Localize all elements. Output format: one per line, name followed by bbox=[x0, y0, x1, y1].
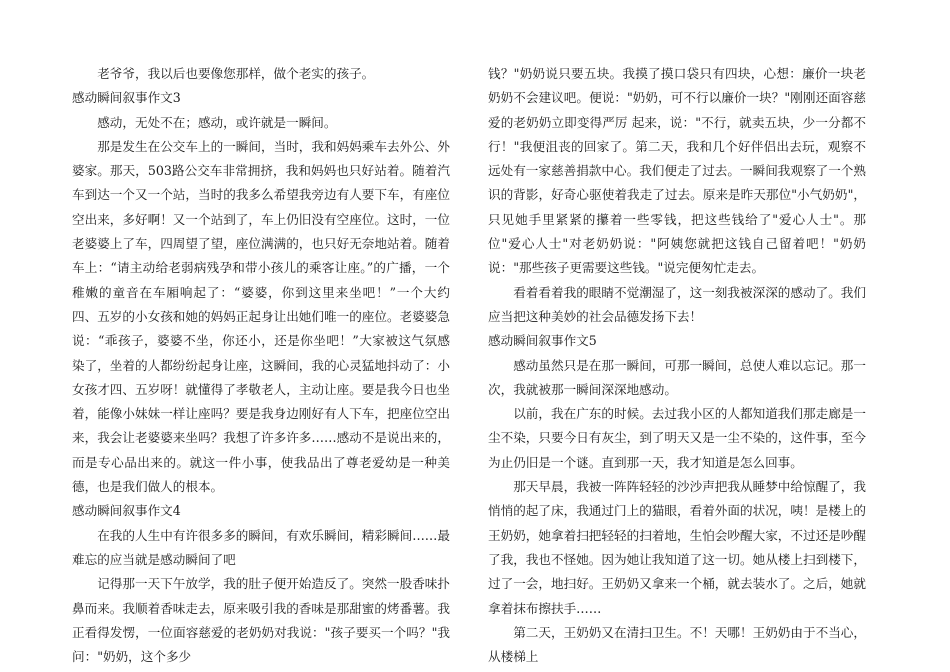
paragraph: 老爷爷，我以后也要像您那样，做个老实的孩子。 bbox=[97, 66, 375, 81]
right-column bbox=[488, 62, 866, 669]
paragraph: 感动，无处不在；感动，或许就是一瞬间。 bbox=[97, 114, 337, 130]
essay-heading: 感动瞬间叙事作文5 bbox=[488, 333, 597, 349]
paragraph: 第二天，王奶奶又在清扫卫生。不！天哪！王奶奶由于不当心，从楼梯上 bbox=[488, 624, 866, 665]
paragraph: 在我的人生中有许很多多的瞬间，有欢乐瞬间，精彩瞬间……最难忘的应当就是感动瞬间了吧 bbox=[72, 527, 450, 567]
paragraph: 感动虽然只是在那一瞬间，可那一瞬间，总使人难以忘记。那一次，我就被那一瞬间深深地感动。 bbox=[488, 357, 866, 397]
paragraph-continued: 钱？"奶奶说只要五块。我摸了摸口袋只有四块，心想：廉价一块老奶奶不会建议吧。便说："奶奶，可不行以廉价一块？"刚刚还面容慈爱的老奶奶立即变得严厉 起来，说："不行，就卖五块，少一分都不行！"我便沮丧的回家了。第二天，我和几个好伴侣出去玩，观察不远处有一家慈善捐款中心。我们便走了过去。一瞬间我观察了一个熟识的背影，好奇心驱使着我走了过去。原来是昨天那位"小气奶奶"，只见她手里紧紧的攥着一些零钱，把这些钱给了"爱心人士"。那位"爱心人士"对老奶奶说："阿姨您就把这钱自己留着吧！"奶奶说："那些孩子更需要这些钱。"说完便匆忙走去。 bbox=[488, 66, 866, 276]
paragraph: 看着看着我的眼睛不觉潮湿了，这一刻我被深深的感动了。我们应当把这种美妙的社会品德发扬下去！ bbox=[488, 284, 866, 324]
paragraph: 那天早晨，我被一阵阵轻轻的沙沙声把我从睡梦中给惊醒了，我悄悄的起了床，我通过门上的猫眼，看着外面的状况，咦！是楼上的王奶奶，她拿着扫把轻轻的扫着地，生怕会吵醒大家，不过还是吵醒了我，我也不怪她。因为她让我知道了这一切。她从楼上扫到楼下，过了一会，地扫好。王奶奶又拿来一个桶，就去装水了。之后，她就拿着抹布擦扶手…… bbox=[488, 479, 866, 616]
essay-heading: 感动瞬间叙事作文3 bbox=[72, 90, 181, 106]
paragraph: 以前，我在广东的时候。去过我小区的人都知道我们那走廊是一尘不染，只要今日有灰尘，到了明天又是一尘不染的，这件事，至今为止仍旧是一个谜。直到那一天，我才知道是怎么回事。 bbox=[488, 406, 866, 470]
paragraph: 记得那一天下午放学，我的肚子便开始造反了。突然一股香味扑鼻而来。我顺着香味走去，原来吸引我的香味是那甜蜜的烤番薯。我正看得发愣，一位面容慈爱的老奶奶对我说："孩子要买一个吗？"我问："奶奶，这个多少 bbox=[72, 576, 450, 665]
paragraph: 那是发生在公交车上的一瞬间，当时，我和妈妈乘车去外公、外婆家。那天，503路公交车非常拥挤，我和妈妈也只好站着。随着汽车到达一个又一个站，当时的我多么希望我旁边有人要下车，有座位空出来，多好啊！又一个站到了，车上仍旧没有空座位。这时，一位老婆婆上了车，四周望了望，座位满满的，也只好无奈地站着。随着车上：“请主动给老弱病残孕和带小孩儿的乘客让座。”的广播，一个稚嫩的童音在车厢响起了：“婆婆，你到这里来坐吧！”一个大约四、五岁的小女孩和她的妈妈正起身让出她们唯一的座位。老婆婆急说：“乖孩子，婆婆不坐，你还小，还是你坐吧！”大家被这气氛感染了，坐着的人都纷纷起身让座，这瞬间，我的心灵猛地抖动了：小女孩才四、五岁呀！就懂得了孝敬老人，主动让座。要是我今日也坐着，能像小妹妹一样让座吗？要是我身边刚好有人下车，把座位空出来，我会让老婆婆来坐吗？我想了许多许多……感动不是说出来的，而是专心品出来的。就这一件小事，使我品出了尊老爱幼是一种美德，也是我们做人的根本。 bbox=[72, 138, 450, 495]
essay-heading: 感动瞬间叙事作文4 bbox=[72, 503, 181, 519]
left-column bbox=[72, 62, 450, 669]
